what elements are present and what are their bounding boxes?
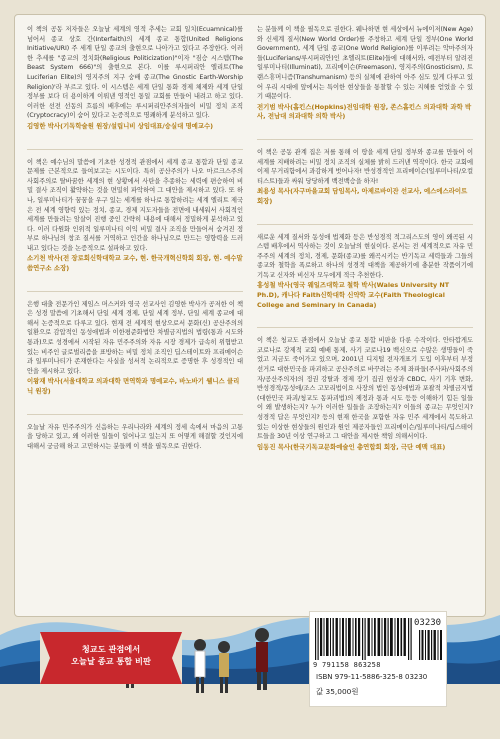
banner-text xyxy=(52,643,170,667)
endorsement-author: 김영한 박사(기독학술원 원장/설립니비 상임대표/숭실대 명예교수) xyxy=(27,121,214,130)
endorsement-text: 이 책은 청교도 관점에서 오늘날 종교 통합 비판을 다룬 수작이다. 안타깝게도 코로나로 강제적 교회 예배 통제, 사기 코로나19 백신으로 수많은 생명들이 죽었고 지금도 죽어가고 있으며, 2001년 디지털 전자개표기 도입 이후부터 부정선거로 대한민국을 파괴하고 공산주의로 바꾸려는 주체 좌파들(주사파/사회주의자/공산주의자)의 정권 강탈과 경제 장기 집권 현상과 CBDC, 사기 기후 변화, 반성경적/동성애/조스 고모리법이요 사장의 법인 동성애법과 포괄적 차별금지법(대한민국 파괴/청교도 동파괴법)의 제정과 통과 시도 등등 이해하기 힘든 일들이 왜 발생하는지? 누가 이러한 일들을 조장하는지? 이들의 종교는 무엇인지? 성경적 답은 무엇인지? 등의 현재 한국을 포함한 자유 민주 세계에서 목도하고 있는 이상한 현상들의 원인과 원인 제공자들인 프리메이슨/일루미나티/딥스테이트들을 30년 이상 연구하고 그 대안을 제시한 책임 의해서이다. xyxy=(257,337,473,441)
endorsement-author: 전기범 박사(홉킨스(Hopkins)전임대학 원장, 존스홉킨스 의과대학 과학 박사, 전남대 의과대학 의학 박사) xyxy=(257,102,472,121)
endorsement-text: 새로운 세계 질서와 동성애 법제화 등은 반성경적 적그리스도의 영이 왜곡된 시스템 배후에서 역사하는 것이 오늘날의 현실이다. 본서는 전 세계적으로 자유 민주주의 세계의 정치, 경제, 문화(종교)를 왜곡시키는 반기독교 세력들과 그들의 종교와 철학을 폭로하고 하나의 성경적 대책을 제공하기에 충분한 작품이기에 기독교 신자와 비신자 모두에게 적극 추천한다. xyxy=(257,233,473,279)
endorsement-text: 는 분들께 이 책을 필독으로 권한다. 웨나하면 현 세상에서 뉴에이저(New Age)와 신세계 질서(New World Order)를 주창하고 세계 단일 정부(One World Government), 세계 단일 종교(One World Religion)를 이루려는 악마주의자들(Luciferians/루시퍼리안)인 초엘리트(Elite)들에 대해서와, 예전부터 알려진 일루미나티(Illuminati), 프리메이슨(Freemason), 영지주의(Gnosticism), 트랜스휴머니즘(Transhumanism) 등의 실체에 관하여 아주 심도 있게 다루고 있어 우리 시대에 앞에서는 특이한 현상들을 통찰할 수 있는 지혜를 얻었을 수 있기 때문이다. xyxy=(257,26,473,101)
banner-line-1: 청교도 관점에서 xyxy=(81,644,141,654)
barcode-bars xyxy=(313,618,418,660)
price-text: 값 35,000원 xyxy=(316,687,359,696)
endorsement-text: 은행 대출 전문가인 제임스 머스커와 영국 선교사인 김영한 박사가 공저한 이 책은 성경 말씀에 기초해서 단일 세계 경제, 단일 세계 정부, 단일 세계 종교에 대해서 논증적으로 다루고 있다. 현재 전 세계적 현상으로서 문화(신) 공산주의의 일환으로 감압적인 동성애법과 이한평준화법안 차별금지법의 법령(통과 시도와 통과)으로 성경에서 시작된 자유 민주주의와 자유 시장 경제가 급속히 위협받고 있는 비주인 글로벌리즘을 표방하는 비밀 정치 조직인 딥스테이트와 프리메이슨과 일루미나티가 존재한다는 사실을 성서적 논리적으로 증명한 후 성경적인 대안을 제시하고 있다. xyxy=(27,300,243,375)
endorsement-author: 임동진 목사(한국기독교문화예술인 총연합회 회장, 극단 예맥 대표) xyxy=(257,442,446,451)
endorsement-author: 소기천 박사(전 장로회신학대학교 교수, 현. 한국개혁신학회 회장, 현. 예수말씀연구소 소장) xyxy=(27,254,243,273)
barcode-number: 9 791158 863258 xyxy=(313,661,381,669)
endorsement-text: 이 책은 예수님의 말씀에 기초한 성경적 관점에서 세계 종교 통합과 단일 종교 문제를 근본적으로 들여보고는 시도이다. 특히 공산주의가 나오 마르크스주의 사회주의로 탈바꿈한 세계의 현 상황에서 사탄을 추종하는 세력에 편승하여 비밀 결사 조직이 활약하는 것을 면밀히 파악하여 그 대안을 제시하고 있다. 또 하나, 일루미나티가 꿈꿈을 우구 있는 세계를 하나로 통합하려는 세계 엘리트 제국은 전 세계 영향력 있는 정치, 종교, 경제 지도자들을 전면에 내세워서 사회적인 세계를 만들려는 암살이 진행 중인 간략히 내용에 대해서 정밀하게 분석하고 있다. 이러 다원화 인위적 일루미나티 이익 비밀 결사 조직을 만들어서 숨겨진 정부로 하나님의 창조 질서를 거역하고 인간을 하나님으로 만드는 영향력을 드러내고 있다는 것을 논증적으로 설파하고 있다. xyxy=(27,158,243,252)
endorsement-author: 홍성철 박사(영국 웨일즈대학교 철학 박사(Wales University NT Ph.D), 캐나다 Faith신학대학 신약학 교수(Faith Theological College and Seminary in Canada) xyxy=(257,281,450,309)
figure-right xyxy=(255,628,269,690)
barcode-addon-number: 03230 xyxy=(414,618,442,628)
endorsement-author: 이왕재 박사(서울대학교 의과대학 면역학과 명예교수, 바노바기 웰니스 클리닉 원장) xyxy=(27,377,240,395)
endorsement-text: 이 책의 공동 저자들은 오늘날 세계의 영적 추세는 교회 일치(Ecuamnical)를 넘어서 종교 상호 간(Interfaith)의 세계 종교 통합(United Religions Initiative/URI) 주 세계 단일 종교의 출현으로 나아가고 있다고 주장한다. 이러한 추세를 "종교의 정치화(Religious Politicization)"이자 "짐승 시스템(The Beast System 666)"의 출현으로 본다. 이를 루시퍼리안 엘리트(The Luciferian Elite)의 영지주의 지구 숭배 종교(The Gnostic Earth-Worship Religion)'라 부르고 있다. 이 시스템은 세계 단일 통화 경제 체제와 세계 단일 정부를 보다 더 용이하게 이뤄낸 영적인 통일 교회를 만들어 내려고 하고 있다. 이러한 선전 선동의 흐름의 배후에는 루시퍼리안주의자들이 비밀 정치 조직(Cryptocracy)이 숨어 있다고 논증적으로 명쾌하게 분석하고 있다. xyxy=(27,26,243,120)
endorsement-text: 이 책은 공동 관계 집은 저를 통해 이 땅을 세계 단일 정부와 종교를 만들어 이 세계를 지배하려는 비밀 정치 조직의 실체를 밝히 드러낸 역작이다. 한국 교회에 이제 무거리함에서 과감하게 벗어나자! 반성경적인 프리메이슨(일루미나티/오컬티스트)들과 싸워 당당하게 백전백승을 하자! xyxy=(257,148,473,185)
isbn-text: ISBN 979-11-5886-325-8 03230 xyxy=(316,673,428,681)
banner-line-2: 오늘날 종교 통합 비판 xyxy=(71,656,151,666)
endorsement-author: 최용성 목사(자구마을교회 담임목사, 아제르바이잔 선교사, 에스에스라이트 회장) xyxy=(257,187,468,205)
barcode-addon-bars xyxy=(418,630,444,660)
endorsement-text: 오늘날 자유 민주주의가 신음하는 우리나라와 세계의 정세 속에서 마음의 고통을 당하고 있고, 왜 이러한 일들이 일어나고 있는지 또 어떻게 해결할 것인지에 대해서 궁금해 하고 고민하시는 분들께 이 책을 필독으로 권한다. xyxy=(27,423,243,450)
